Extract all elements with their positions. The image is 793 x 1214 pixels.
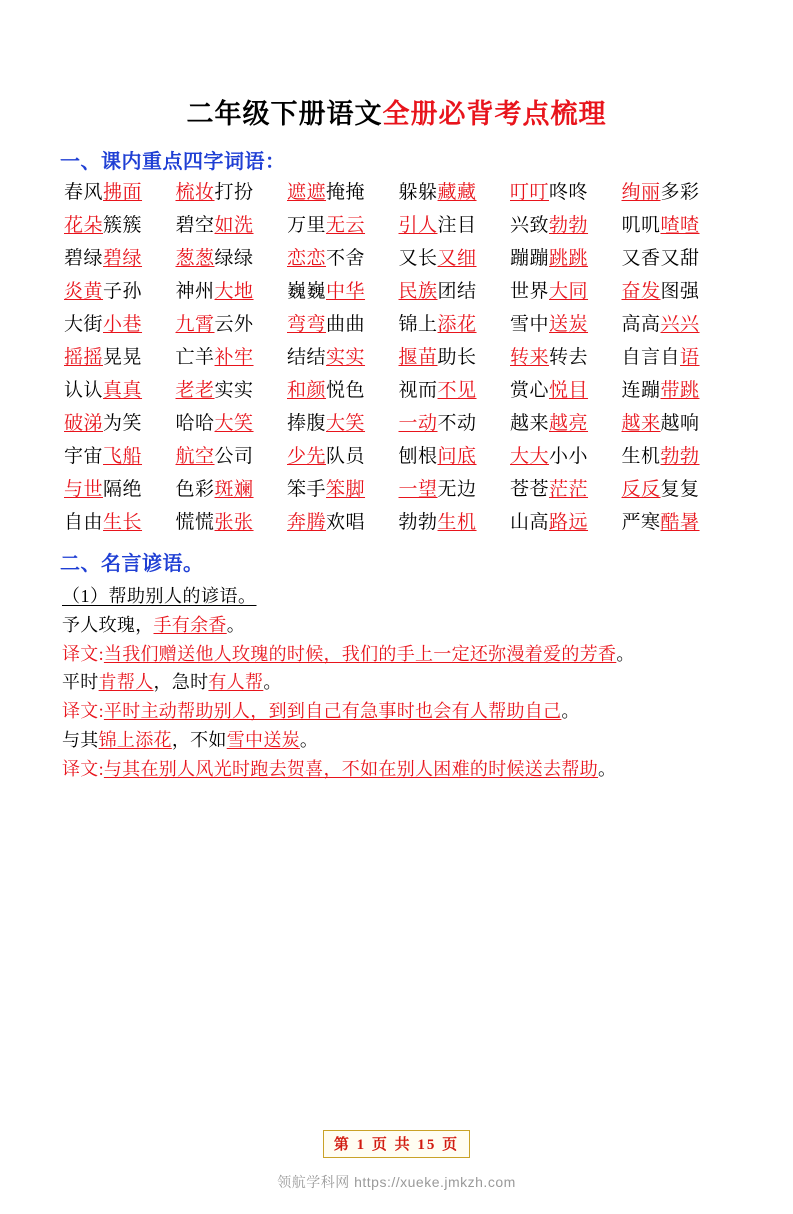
word-segment: 破涕 xyxy=(64,412,104,434)
word-segment: 反反 xyxy=(621,478,661,500)
word-segment: 苍苍 xyxy=(510,478,550,500)
translation-segment: 平时主动帮助别人，到到自己有急事时也会有人帮助自己 xyxy=(103,701,562,722)
word-segment: 公司 xyxy=(214,445,254,467)
word-segment: 碧空 xyxy=(175,214,215,236)
word-segment: 掩掩 xyxy=(326,182,366,203)
word-item xyxy=(287,477,399,504)
word-segment: 问底 xyxy=(437,445,477,467)
word-item xyxy=(510,477,622,504)
word-item xyxy=(287,378,399,405)
word-segment: 咚咚 xyxy=(549,182,589,203)
title-red-part: 全册必背考点梳理 xyxy=(382,99,607,129)
word-segment: 越来 xyxy=(621,412,661,434)
translation-segment: 帮助 xyxy=(561,759,599,780)
word-segment: 民族 xyxy=(398,280,438,302)
proverb-translation xyxy=(62,756,733,784)
word-segment: 如洗 xyxy=(214,214,254,236)
title-black-part: 二年级下册语文 xyxy=(186,99,383,129)
word-segment: 大大 xyxy=(510,445,550,467)
word-segment: 碧绿 xyxy=(64,247,104,269)
word-item xyxy=(176,279,288,306)
proverb-segment: 。 xyxy=(263,672,282,693)
proverb-segment: 与其 xyxy=(62,730,99,751)
word-segment: 雪中 xyxy=(510,313,550,335)
word-item xyxy=(176,378,288,405)
word-segment: 弯弯 xyxy=(287,313,327,335)
word-segment: 实实 xyxy=(326,346,366,368)
word-segment: 子孙 xyxy=(103,280,143,302)
word-item xyxy=(510,246,622,273)
proverb-segment: ，急时 xyxy=(153,672,209,693)
word-segment: 色彩 xyxy=(175,478,215,500)
word-segment: 世界 xyxy=(510,280,550,302)
word-segment: 悦色 xyxy=(326,379,366,401)
word-item xyxy=(399,246,511,273)
word-segment: 队员 xyxy=(326,445,366,467)
word-segment: 生长 xyxy=(103,511,143,533)
word-segment: 巍巍 xyxy=(287,280,327,302)
word-segment: 转来 xyxy=(510,346,550,368)
word-item xyxy=(510,180,622,207)
word-segment: 为笑 xyxy=(103,412,143,434)
word-segment: 生机 xyxy=(437,511,477,533)
word-segment: 转去 xyxy=(549,346,589,368)
word-item xyxy=(176,444,288,471)
word-segment: 云外 xyxy=(214,313,254,335)
word-segment: 认认 xyxy=(64,379,104,401)
word-segment: 自由 xyxy=(64,511,104,533)
word-segment: 曲曲 xyxy=(326,313,366,335)
word-segment: 带跳 xyxy=(660,379,700,401)
word-segment: 斑斓 xyxy=(214,478,254,500)
word-segment: 躲躲 xyxy=(398,182,438,203)
word-segment: 少先 xyxy=(287,445,327,467)
word-segment: 奔腾 xyxy=(287,511,327,533)
translation-label: 译文: xyxy=(62,759,104,780)
word-segment: 恋恋 xyxy=(287,247,327,269)
word-item xyxy=(287,246,399,273)
proverb-segment: 肯帮人 xyxy=(98,672,154,693)
word-item xyxy=(176,246,288,273)
proverb-segment: ，不如 xyxy=(171,730,227,751)
word-item xyxy=(622,246,734,273)
proverb-segment: 锦上添花 xyxy=(98,730,172,751)
word-item xyxy=(510,510,622,537)
word-item xyxy=(622,345,734,372)
word-item xyxy=(622,213,734,240)
word-item xyxy=(287,411,399,438)
word-segment: 绿绿 xyxy=(214,247,254,269)
word-segment: 严寒 xyxy=(621,511,661,533)
word-item xyxy=(399,411,511,438)
word-item xyxy=(510,213,622,240)
word-segment: 张张 xyxy=(214,511,254,533)
page-title xyxy=(60,92,733,131)
word-segment: 老老 xyxy=(175,379,215,401)
word-segment: 又长 xyxy=(398,247,438,269)
word-segment: 补牢 xyxy=(214,346,254,368)
word-item xyxy=(287,510,399,537)
word-item xyxy=(176,180,288,207)
word-segment: 炎黄 xyxy=(64,280,104,302)
word-segment: 晃晃 xyxy=(103,346,143,368)
word-item xyxy=(176,477,288,504)
word-segment: 蹦蹦 xyxy=(510,247,550,269)
translation-segment: 的芳香 xyxy=(561,643,617,664)
translation-segment: 。 xyxy=(616,643,635,664)
word-item xyxy=(399,444,511,471)
proverb-original xyxy=(62,669,733,697)
word-segment: 又香又甜 xyxy=(621,247,700,269)
word-item xyxy=(399,312,511,339)
proverb-segment: 有人帮 xyxy=(208,672,264,693)
word-segment: 遮遮 xyxy=(287,182,327,203)
section-heading-2: 二、名言谚语。 xyxy=(60,552,204,575)
word-segment: 绚丽 xyxy=(621,182,661,203)
translation-segment: 。 xyxy=(561,701,580,722)
section-heading-1: 一、课内重点四字词语： xyxy=(60,151,286,173)
word-segment: 飞船 xyxy=(103,445,143,467)
word-item xyxy=(399,477,511,504)
word-segment: 引人 xyxy=(398,214,438,236)
word-segment: 航空 xyxy=(175,445,215,467)
word-item xyxy=(287,180,399,207)
word-segment: 中华 xyxy=(326,280,366,302)
word-segment: 与世 xyxy=(64,478,104,500)
word-segment: 大笑 xyxy=(214,412,254,434)
word-segment: 山高 xyxy=(510,511,550,533)
page-number-label: 第 1 页 共 15 页 xyxy=(323,1130,470,1158)
word-segment: 万里 xyxy=(287,214,327,236)
word-segment: 不舍 xyxy=(326,247,366,269)
word-segment: 喳喳 xyxy=(660,214,700,236)
word-segment: 叽叽 xyxy=(621,214,661,236)
word-segment: 越来 xyxy=(510,412,550,434)
word-segment: 越亮 xyxy=(549,412,589,434)
word-segment: 无云 xyxy=(326,214,366,236)
word-segment: 揠苗 xyxy=(398,346,438,368)
word-segment: 九霄 xyxy=(175,313,215,335)
word-item xyxy=(399,345,511,372)
word-segment: 梳妆 xyxy=(175,182,215,203)
word-item xyxy=(64,180,176,207)
word-segment: 高高 xyxy=(621,313,661,335)
word-item xyxy=(399,180,511,207)
word-item xyxy=(176,345,288,372)
word-segment: 大地 xyxy=(214,280,254,302)
proverb-segment: 。 xyxy=(299,730,319,751)
word-segment: 无边 xyxy=(437,478,477,500)
word-item xyxy=(176,510,288,537)
word-segment: 小小 xyxy=(549,445,589,467)
word-segment: 大街 xyxy=(64,313,104,335)
word-item xyxy=(622,279,734,306)
word-item xyxy=(287,444,399,471)
word-segment: 花朵 xyxy=(64,214,104,236)
word-segment: 兴兴 xyxy=(660,313,700,335)
word-segment: 大笑 xyxy=(326,412,366,434)
word-segment: 小巷 xyxy=(103,313,143,335)
word-segment: 捧腹 xyxy=(287,412,327,434)
word-item xyxy=(176,312,288,339)
word-segment: 慌慌 xyxy=(175,511,215,533)
word-segment: 欢唱 xyxy=(326,511,366,533)
proverb-translation xyxy=(62,641,733,669)
word-segment: 又细 xyxy=(437,247,477,269)
translation-segment: 。 xyxy=(598,759,617,780)
word-segment: 生机 xyxy=(621,445,661,467)
word-segment: 锦上 xyxy=(398,313,438,335)
word-segment: 隔绝 xyxy=(103,478,143,500)
proverb-list xyxy=(60,612,733,784)
word-segment: 神州 xyxy=(175,280,215,302)
word-item xyxy=(510,411,622,438)
word-segment: 兴致 xyxy=(510,214,550,236)
word-segment: 拂面 xyxy=(103,182,143,203)
word-segment: 大同 xyxy=(549,280,589,302)
word-item xyxy=(64,345,176,372)
word-item xyxy=(176,213,288,240)
document-page xyxy=(0,92,793,1214)
word-segment: 真真 xyxy=(103,379,143,401)
word-item xyxy=(287,279,399,306)
word-segment: 簇簇 xyxy=(103,214,143,236)
word-segment: 不动 xyxy=(437,412,477,434)
word-item xyxy=(64,444,176,471)
word-item xyxy=(287,312,399,339)
word-item xyxy=(64,312,176,339)
word-segment: 添花 xyxy=(437,313,477,335)
translation-segment: 当我们赠送他人玫瑰的时候，我们的手上一定还弥漫着爱 xyxy=(103,643,562,664)
word-segment: 春风 xyxy=(64,182,104,203)
word-segment: 茫茫 xyxy=(549,478,589,500)
word-segment: 葱葱 xyxy=(175,247,215,269)
word-segment: 勃勃 xyxy=(549,214,589,236)
word-item xyxy=(287,345,399,372)
word-segment: 藏藏 xyxy=(437,182,477,203)
word-segment: 视而 xyxy=(398,379,438,401)
word-segment: 复复 xyxy=(660,478,700,500)
word-item xyxy=(64,378,176,405)
word-segment: 笨手 xyxy=(287,478,327,500)
translation-label: 译文: xyxy=(62,643,104,664)
word-segment: 注目 xyxy=(437,214,477,236)
word-segment: 团结 xyxy=(437,280,477,302)
proverb-translation xyxy=(62,698,733,726)
word-segment: 碧绿 xyxy=(103,247,143,269)
proverb-segment: 。 xyxy=(226,614,246,635)
word-segment: 悦目 xyxy=(549,379,589,401)
word-item xyxy=(622,312,734,339)
word-item xyxy=(399,213,511,240)
word-segment: 语 xyxy=(680,346,700,368)
proverb-subhead: （1）帮助别人的谚语。 xyxy=(62,585,257,606)
proverb-original xyxy=(62,727,733,755)
word-item xyxy=(287,213,399,240)
word-segment: 哈哈 xyxy=(175,412,215,434)
proverb-segment: 雪中送炭 xyxy=(226,730,300,751)
word-segment: 笨脚 xyxy=(326,478,366,500)
page-number xyxy=(0,1130,793,1158)
proverb-segment: 手有余香 xyxy=(153,614,227,635)
word-item xyxy=(510,345,622,372)
word-segment: 实实 xyxy=(214,379,254,401)
word-segment: 不见 xyxy=(437,379,477,401)
word-segment: 路远 xyxy=(549,511,589,533)
word-item xyxy=(622,477,734,504)
word-item xyxy=(64,411,176,438)
word-segment: 一望 xyxy=(398,478,438,500)
word-item xyxy=(622,510,734,537)
word-item xyxy=(622,444,734,471)
word-segment: 结结 xyxy=(287,346,327,368)
word-segment: 送炭 xyxy=(549,313,589,335)
translation-segment: 与其在别人风光时跑去贺喜，不如在别人困难的时候送去 xyxy=(103,759,562,780)
word-segment: 赏心 xyxy=(510,379,550,401)
word-segment: 刨根 xyxy=(398,445,438,467)
proverb-segment: 予人玫瑰， xyxy=(62,614,154,635)
proverb-segment: 平时 xyxy=(62,672,99,693)
word-segment: 勃勃 xyxy=(398,511,438,533)
word-grid xyxy=(64,180,733,537)
word-item xyxy=(399,510,511,537)
word-segment: 打扮 xyxy=(214,182,254,203)
word-segment: 跳跳 xyxy=(549,247,589,269)
word-item xyxy=(622,411,734,438)
proverb-original xyxy=(62,612,733,640)
word-segment: 一动 xyxy=(398,412,438,434)
word-segment: 摇摇 xyxy=(64,346,104,368)
word-segment: 勃勃 xyxy=(660,445,700,467)
word-segment: 和颜 xyxy=(287,379,327,401)
translation-label: 译文: xyxy=(62,701,104,722)
word-segment: 自言自 xyxy=(621,346,681,368)
word-item xyxy=(510,279,622,306)
word-item xyxy=(510,444,622,471)
word-item xyxy=(510,378,622,405)
word-segment: 连蹦 xyxy=(621,379,661,401)
word-segment: 叮叮 xyxy=(510,182,550,203)
word-segment: 图强 xyxy=(660,280,700,302)
word-segment: 宇宙 xyxy=(64,445,104,467)
word-item xyxy=(64,246,176,273)
watermark: 领航学科网 https://xueke.jmkzh.com xyxy=(277,1174,516,1190)
word-segment: 越响 xyxy=(660,412,700,434)
word-segment: 多彩 xyxy=(660,182,700,203)
word-segment: 亡羊 xyxy=(175,346,215,368)
word-item xyxy=(622,378,734,405)
word-item xyxy=(399,378,511,405)
word-item xyxy=(622,180,734,207)
word-item xyxy=(510,312,622,339)
word-segment: 酷暑 xyxy=(660,511,700,533)
word-item xyxy=(64,213,176,240)
word-item xyxy=(64,510,176,537)
word-segment: 助长 xyxy=(437,346,477,368)
word-item xyxy=(64,477,176,504)
word-item xyxy=(399,279,511,306)
word-segment: 奋发 xyxy=(621,280,661,302)
word-item xyxy=(64,279,176,306)
word-item xyxy=(176,411,288,438)
